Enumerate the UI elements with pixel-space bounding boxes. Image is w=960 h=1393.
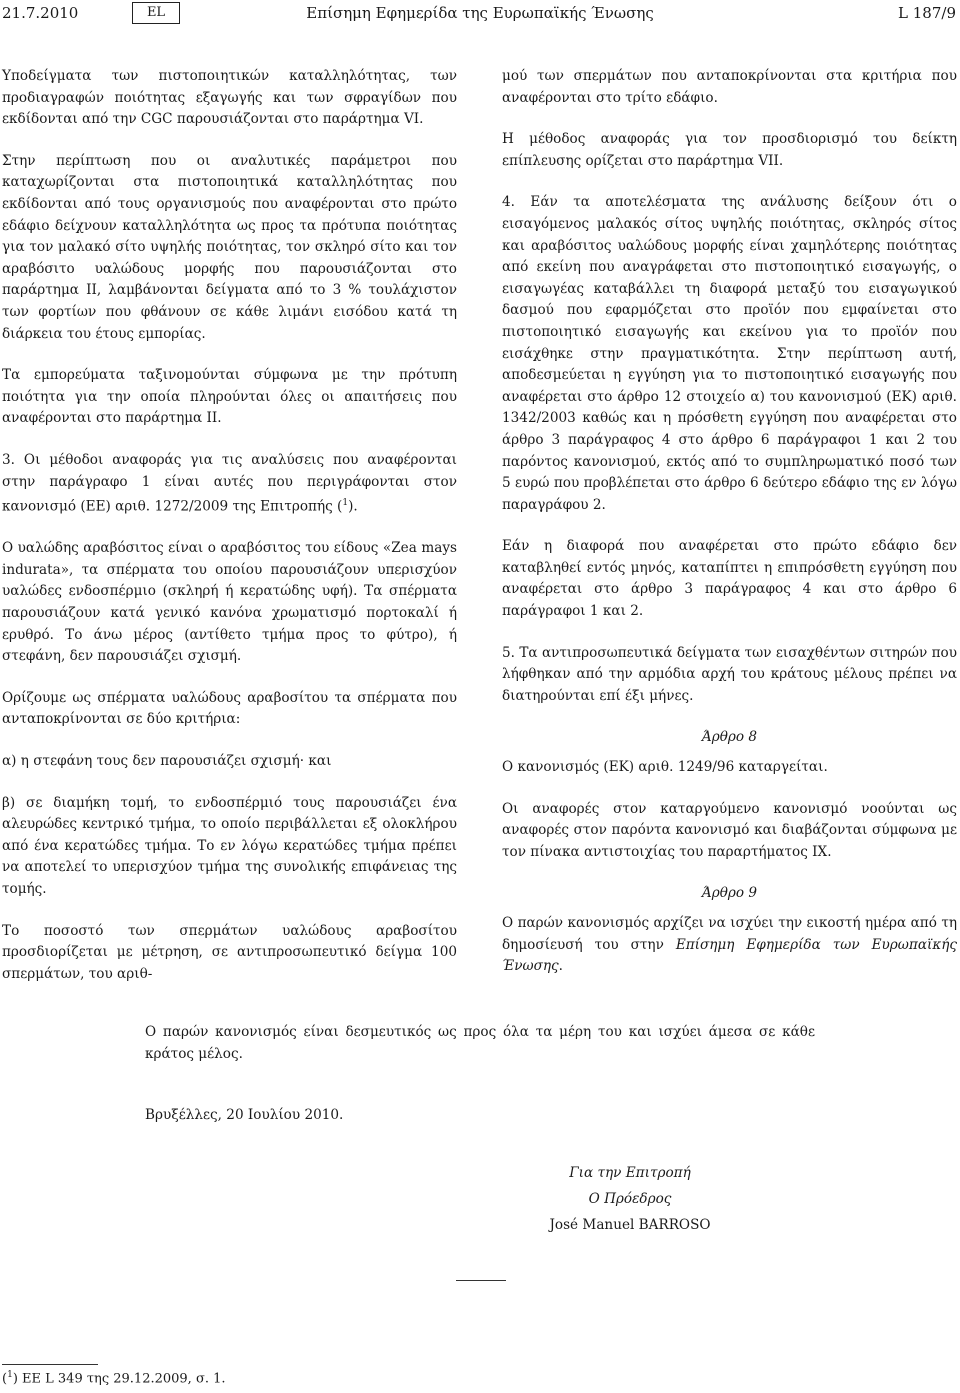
paragraph-end: .	[558, 958, 563, 975]
article-8-heading: Άρθρο 8	[701, 729, 758, 746]
binding-text: Ο παρών κανονισμός είναι δεσμευτικός ως προς όλα τα μέρη του και ισχύει άμεσα σε κάθε κράτος μέλος.	[145, 1024, 815, 1062]
journal-title: Επίσημη Εφημερίδα της Ευρωπαϊκής Ένωσης	[306, 4, 654, 22]
criterion-a: α) η στεφάνη τους δεν παρουσιάζει σχισμή· και	[2, 752, 332, 769]
paragraph: Υποδείγματα των πιστοποιητικών καταλληλότητας, των προδιαγραφών ποιότητας εξαγωγής και των σφραγίδων που εκδίδονται από την CGC παρουσιάζονται στο παράρτημα VI.	[2, 68, 457, 128]
page-header	[0, 2, 960, 26]
footnote-rule	[2, 1364, 98, 1365]
paragraph-text: Ο παρών κανονισμός αρχίζει να ισχύει την εικοστή ημέρα από τη δημοσίευσή του στην	[502, 915, 957, 953]
paragraph: Η μέθοδος αναφοράς για τον προσδιορισμό του δείκτη επίπλευσης ορίζεται στο παράρτημα VII.	[502, 131, 957, 169]
paragraph: Οι αναφορές στον καταργούμενο κανονισμό νοούνται ως αναφορές στον παρόντα κανονισμό και διαβάζονται σύμφωνα με τον πίνακα αντιστοιχίας του παραρτήματος IX.	[502, 800, 957, 860]
signatory-name: José Manuel BARROSO	[549, 1217, 711, 1233]
paragraph: Ορίζουμε ως σπέρματα υαλώδους αραβοσίτου τα σπέρματα που ανταποκρίνονται σε δύο κριτήρια:	[2, 689, 457, 728]
signature-text: Ο Πρόεδρος	[588, 1191, 672, 1207]
footnote-text: EE L 349 της 29.12.2009, σ. 1.	[22, 1371, 226, 1387]
paragraph-end: .	[353, 498, 358, 515]
paragraph-text: 3. Οι μέθοδοι αναφοράς για τις αναλύσεις που αναφέρονται στην παράγραφο 1 είναι αυτές που περιγράφονται στον κανονισμό (ΕΕ) αριθ. 1272/2009 της Επιτροπής	[2, 451, 457, 515]
criterion-b: β) σε διαμήκη τομή, το ενδοσπέρμιό τους παρουσιάζει ένα αλευρώδες κεντρικό τμήμα, το οποίο περιβάλλεται εξ ολοκλήρου από ένα κερατώδες τμήμα. Το εν λόγω κερατώδες τμήμα πρέπει να αποτελεί το υπερισχύον τμήμα της συνολικής επιφάνειας της τομής.	[2, 794, 457, 897]
paragraph-3: 3. Οι μέθοδοι αναφοράς για τις αναλύσεις που αναφέρονται στην παράγραφο 1 είναι αυτές που περιγράφονται στον κανονισμό (ΕΕ) αριθ. 1272/2009 της Επιτροπής ($^1$).	[2, 451, 457, 515]
paragraph: Το ποσοστό των σπερμάτων υαλώδους αραβοσίτου προσδιορίζεται με μέτρηση, σε αντιπροσωπευτικό δείγμα 100 σπερμάτων, του αριθ-	[2, 922, 457, 982]
separator-rule	[456, 1280, 506, 1281]
paragraph: Ο υαλώδης αραβόσιτος είναι ο αραβόσιτος του είδους «Zea mays indurata», τα σπέρματα του οποίου παρουσιάζουν υπερισχύον υαλώδες ενδοσπέρμιο (σκληρή ή κερατώδης υφή). Τα σπέρματα παρουσιάζουν κατά γενικό κανόνα χρωματισμό πορτοκαλί ή ερυθρό. Το άνω μέρος (αντίθετο τμήμα προς το φύτρο), ή στεφάνη, δεν παρουσιάζει σχισμή.	[2, 540, 457, 665]
language-code-box: EL	[132, 2, 180, 24]
paragraph	[502, 913, 957, 978]
left-column	[2, 66, 457, 1005]
right-column	[502, 66, 957, 998]
publication-date: 21.7.2010	[2, 4, 79, 22]
paragraph: μού των σπερμάτων που ανταποκρίνονται στα κριτήρια που αναφέρονται στο τρίτο εδάφιο.	[502, 68, 957, 106]
paragraph-5: 5. Τα αντιπροσωπευτικά δείγματα των εισαχθέντων σιτηρών που λήφθηκαν από την αρμόδια αρχή του κράτους μέλους πρέπει να διατηρούνται επί έξι μήνες.	[502, 644, 957, 704]
article-9-heading: Άρθρο 9	[701, 885, 758, 902]
paragraph: Τα εμπορεύματα ταξινομούνται σύμφωνα με την πρότυπη ποιότητα για την οποία πληρούνται όλες οι απαιτήσεις που αναφέρονται στο παράρτημα II.	[2, 367, 457, 427]
binding-clause	[145, 1022, 815, 1065]
signature-line-2	[545, 1186, 715, 1212]
paragraph: Στην περίπτωση που οι αναλυτικές παράμετροι που καταχωρίζονται στα πιστοποιητικά καταλληλότητας που εκδίδονται από τους οργανισμούς που αναφέρονται στο πρώτο εδάφιο δείχνουν καταλληλότητα ως προς τα πρότυπα ποιότητας για τον μαλακό σίτο υψηλής ποιότητας, τον σκληρό σίτο και τον αραβόσιτο υαλώδους μορφής που παρουσιάζονται στο παράρτημα II, λαμβάνονται δείγματα από το 3 % τουλάχιστον των φορτίων που φθάνουν σε κάθε λιμάνι εισόδου κατά τη διάρκεια του έτους εμπορίας.	[2, 152, 457, 342]
paragraph: Εάν η διαφορά που αναφέρεται στο πρώτο εδάφιο δεν καταβληθεί εντός μηνός, καταπίπτει η επιπρόσθετη εγγύηση που αναφέρεται στο άρθρο 3 παράγραφος 4 και στο άρθρο 6 παράγραφοι 1 και 2.	[502, 538, 957, 620]
signature-line-1	[545, 1160, 715, 1186]
footnote-ref: 1	[342, 498, 349, 509]
paragraph-4: 4. Εάν τα αποτελέσματα της ανάλυσης δείξουν ότι ο εισαγόμενος μαλακός σίτος υψηλής ποιότητας, σκληρός σίτος και αραβόσιτος υαλώδους μορφής είναι χαμηλότερης ποιότητας από εκείνη που αναγράφεται στο πιστοποιητικό εισαγωγής, ο εισαγωγέας καταβάλλει τη διαφορά μεταξύ του εισαγωγικού δασμού που εφαρμόζεται στο προϊόν που εμφαίνεται στο πιστοποιητικό εισαγωγής και εκείνου για το προϊόν που εισάχθηκε στην πραγματικότητα. Στην περίπτωση αυτή, αποδεσμεύεται η εγγύηση για το πιστοποιητικό εισαγωγής που αναφέρεται στο άρθρο 12 στοιχείο α) του κανονισμού (ΕΚ) αριθ. 1342/2003 καθώς και η πρόσθετη εγγύηση που αναφέρεται στο άρθρο 3 παράγραφος 4 στο άρθρο 6 παράγραφοι 1 και 2 του παρόντος κανονισμού, εκτός από το συμπληρωματικό ποσό των 5 ευρώ που προβλέπεται στο άρθρο 6 δεύτερο εδάφιο της εν λόγω παραγράφου 2.	[502, 194, 957, 513]
place-date: Βρυξέλλες, 20 Ιουλίου 2010.	[145, 1107, 344, 1123]
paragraph: Ο κανονισμός (ΕΚ) αριθ. 1249/96 καταργείται.	[502, 759, 828, 776]
signature-text: Για την Επιτροπή	[569, 1165, 691, 1181]
footnote-number: 1	[7, 1370, 13, 1380]
journal-name: Επίσημη Εφημερίδα των Ευρωπαϊκής Ένωσης	[502, 936, 957, 975]
footnote: ($^1$) EE L 349 της 29.12.2009, σ. 1.	[2, 1370, 226, 1387]
page-number: L 187/9	[898, 4, 956, 22]
